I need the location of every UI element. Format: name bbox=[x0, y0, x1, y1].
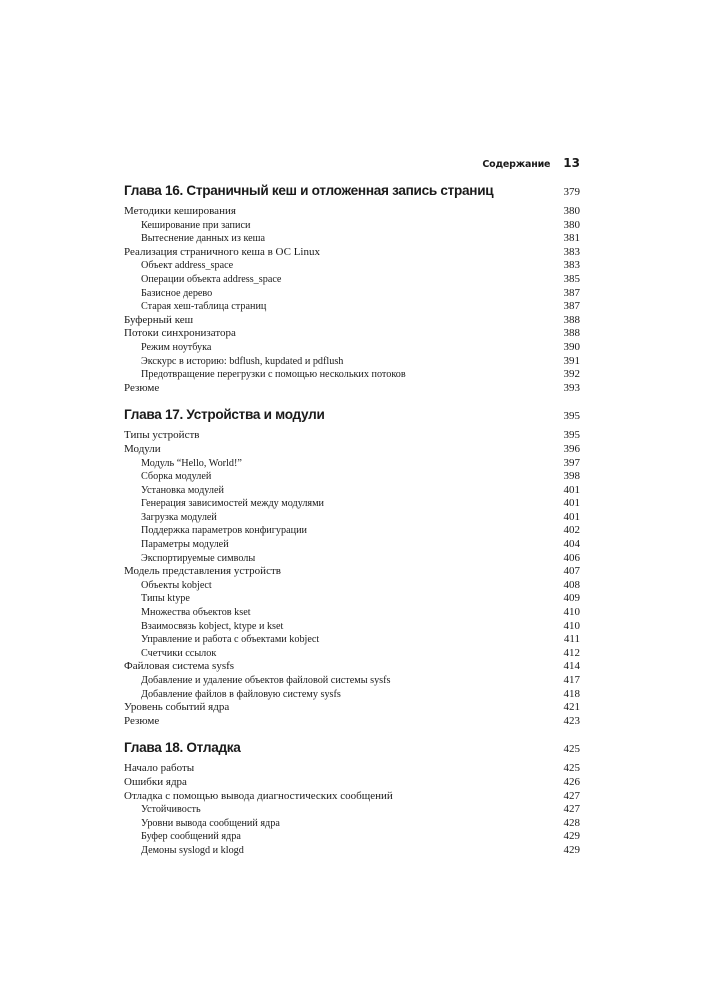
toc-section-entry bbox=[124, 762, 580, 776]
entry-page-number: 402 bbox=[563, 524, 580, 537]
entry-title: Экспортируемые символы bbox=[141, 552, 256, 564]
entry-page-number: 408 bbox=[563, 578, 580, 591]
toc-subsection-entry bbox=[124, 817, 580, 831]
entry-page-number: 396 bbox=[563, 442, 580, 455]
entry-page-number: 401 bbox=[563, 497, 580, 510]
entry-page-number: 391 bbox=[563, 354, 580, 367]
toc-subsection-entry bbox=[124, 457, 580, 471]
toc-subsection-entry bbox=[124, 592, 580, 606]
toc-section-entry bbox=[124, 382, 580, 396]
toc-subsection-entry bbox=[124, 620, 580, 634]
entry-title: Установка модулей bbox=[141, 484, 224, 496]
entry-title: Резюме bbox=[124, 714, 160, 727]
entry-title: Демоны syslogd и klogd bbox=[141, 844, 244, 856]
entry-title: Уровни вывода сообщений ядра bbox=[141, 817, 280, 829]
entry-page-number: 412 bbox=[563, 646, 580, 659]
entry-title: Файловая система sysfs bbox=[124, 660, 235, 673]
chapter-heading bbox=[124, 183, 580, 203]
entry-page-number: 383 bbox=[563, 245, 580, 258]
toc-subsection-entry bbox=[124, 606, 580, 620]
entry-page-number: 425 bbox=[563, 762, 580, 775]
entry-title: Устойчивость bbox=[141, 804, 201, 816]
entry-title: Управление и работа с объектами kobject bbox=[141, 634, 320, 646]
entry-title: Экскурс в историю: bdflush, kupdated и pdflush bbox=[141, 355, 344, 367]
toc-subsection-entry bbox=[124, 688, 580, 702]
entry-page-number: 409 bbox=[563, 592, 580, 605]
toc-subsection-entry bbox=[124, 355, 580, 369]
chapter-title: Глава 17. Устройства и модули bbox=[124, 407, 325, 423]
entry-page-number: 404 bbox=[563, 538, 580, 551]
entry-title: Старая хеш-таблица страниц bbox=[141, 301, 267, 313]
entry-title: Поддержка параметров конфигурации bbox=[141, 525, 307, 537]
entry-page-number: 417 bbox=[563, 674, 580, 686]
entry-page-number: 380 bbox=[563, 218, 580, 231]
entry-page-number: 380 bbox=[563, 205, 580, 217]
entry-title: Базисное дерево bbox=[141, 287, 213, 299]
table-of-contents bbox=[124, 183, 580, 858]
toc-page bbox=[124, 156, 580, 870]
entry-title: Вытеснение данных из кеша bbox=[141, 233, 266, 245]
toc-section-entry bbox=[124, 429, 580, 443]
toc-section-entry bbox=[124, 701, 580, 715]
entry-page-number: 390 bbox=[563, 340, 580, 353]
entry-page-number: 407 bbox=[563, 565, 580, 578]
chapter-title: Глава 16. Страничный кеш и отложенная запись страниц bbox=[124, 183, 494, 198]
entry-title: Загрузка модулей bbox=[141, 511, 217, 523]
entry-title: Объект address_space bbox=[141, 260, 234, 272]
toc-subsection-entry bbox=[124, 273, 580, 287]
entry-page-number: 410 bbox=[563, 619, 580, 632]
entry-title: Взаимосвязь kobject, ktype и kset bbox=[141, 620, 284, 632]
entry-title: Добавление файлов в файловую систему sysfs bbox=[141, 688, 341, 700]
toc-subsection-entry bbox=[124, 470, 580, 484]
chapter-title: Глава 18. Отладка bbox=[124, 740, 241, 756]
entry-title: Реализация страничного кеша в ОС Linux bbox=[124, 245, 320, 258]
entry-title: Операции объекта address_space bbox=[141, 273, 282, 285]
toc-subsection-entry bbox=[124, 287, 580, 301]
entry-title: Буферный кеш bbox=[124, 313, 194, 326]
entry-title: Модель представления устройств bbox=[124, 565, 281, 578]
entry-title: Буфер сообщений ядра bbox=[141, 831, 241, 843]
page-number: 13 bbox=[563, 156, 580, 170]
chapter-page-number: 395 bbox=[563, 410, 580, 423]
chapter-heading bbox=[124, 407, 580, 427]
entry-page-number: 383 bbox=[563, 259, 580, 272]
entry-title: Модули bbox=[124, 442, 161, 455]
entry-page-number: 393 bbox=[563, 381, 580, 394]
entry-page-number: 392 bbox=[563, 368, 580, 381]
toc-section-entry bbox=[124, 314, 580, 328]
toc-subsection-entry bbox=[124, 368, 580, 382]
entry-page-number: 418 bbox=[563, 687, 580, 700]
toc-section-entry bbox=[124, 790, 580, 804]
entry-title: Предотвращение перегрузки с помощью нескольких потоков bbox=[141, 369, 406, 381]
entry-page-number: 421 bbox=[563, 701, 580, 714]
entry-title: Множества объектов kset bbox=[141, 607, 251, 619]
toc-subsection-entry bbox=[124, 232, 580, 246]
toc-section-entry bbox=[124, 443, 580, 457]
entry-title: Ошибки ядра bbox=[124, 775, 187, 788]
toc-subsection-entry bbox=[124, 219, 580, 233]
entry-title: Объекты kobject bbox=[141, 579, 212, 591]
entry-page-number: 429 bbox=[563, 830, 580, 843]
toc-section-entry bbox=[124, 715, 580, 729]
entry-title: Генерация зависимостей между модулями bbox=[141, 498, 325, 510]
entry-page-number: 401 bbox=[563, 510, 580, 523]
entry-page-number: 406 bbox=[563, 551, 580, 564]
entry-title: Методики кеширования bbox=[124, 205, 236, 217]
toc-subsection-entry bbox=[124, 300, 580, 314]
entry-page-number: 427 bbox=[563, 803, 580, 816]
entry-page-number: 395 bbox=[563, 429, 580, 442]
entry-title: Параметры модулей bbox=[141, 539, 229, 551]
entry-title: Кеширование при записи bbox=[141, 219, 251, 231]
toc-subsection-entry bbox=[124, 633, 580, 647]
toc-subsection-entry bbox=[124, 341, 580, 355]
entry-page-number: 428 bbox=[563, 816, 580, 829]
entry-page-number: 414 bbox=[563, 660, 580, 673]
entry-page-number: 426 bbox=[563, 775, 580, 788]
entry-page-number: 387 bbox=[563, 300, 580, 313]
entry-page-number: 411 bbox=[563, 633, 580, 646]
entry-title: Режим ноутбука bbox=[141, 341, 212, 353]
entry-title: Сборка модулей bbox=[141, 471, 212, 483]
entry-title: Резюме bbox=[124, 381, 160, 394]
entry-title: Добавление и удаление объектов файловой системы sysfs bbox=[141, 675, 391, 686]
toc-subsection-entry bbox=[124, 579, 580, 593]
entry-page-number: 410 bbox=[563, 606, 580, 619]
toc-section-entry bbox=[124, 660, 580, 674]
running-head bbox=[124, 156, 580, 174]
toc-subsection-entry bbox=[124, 830, 580, 844]
chapter-section bbox=[124, 407, 580, 728]
toc-subsection-entry bbox=[124, 497, 580, 511]
entry-page-number: 429 bbox=[563, 843, 580, 856]
entry-title: Отладка с помощью вывода диагностических сообщений bbox=[124, 789, 393, 802]
entry-title: Уровень событий ядра bbox=[124, 701, 230, 714]
toc-section-entry bbox=[124, 776, 580, 790]
entry-page-number: 397 bbox=[563, 456, 580, 469]
entry-page-number: 398 bbox=[563, 470, 580, 483]
toc-subsection-entry bbox=[124, 524, 580, 538]
entry-page-number: 385 bbox=[563, 272, 580, 285]
toc-section-entry bbox=[124, 327, 580, 341]
toc-subsection-entry bbox=[124, 484, 580, 498]
entry-page-number: 388 bbox=[563, 327, 580, 340]
chapter-heading bbox=[124, 740, 580, 760]
entry-page-number: 381 bbox=[563, 232, 580, 245]
toc-section-entry bbox=[124, 565, 580, 579]
entry-page-number: 427 bbox=[563, 789, 580, 802]
toc-section-entry bbox=[124, 205, 580, 219]
chapter-page-number: 379 bbox=[563, 186, 580, 198]
toc-subsection-entry bbox=[124, 844, 580, 858]
toc-subsection-entry bbox=[124, 674, 580, 688]
toc-subsection-entry bbox=[124, 647, 580, 661]
entry-page-number: 387 bbox=[563, 286, 580, 299]
entry-page-number: 388 bbox=[563, 313, 580, 326]
toc-subsection-entry bbox=[124, 259, 580, 273]
entry-title: Начало работы bbox=[124, 762, 195, 775]
toc-section-entry bbox=[124, 246, 580, 260]
toc-subsection-entry bbox=[124, 803, 580, 817]
chapter-page-number: 425 bbox=[563, 743, 580, 756]
entry-title: Счетчики ссылок bbox=[141, 647, 217, 659]
chapter-section bbox=[124, 740, 580, 857]
entry-title: Типы ktype bbox=[141, 593, 190, 605]
entry-page-number: 423 bbox=[563, 714, 580, 727]
entry-title: Модуль “Hello, World!” bbox=[141, 457, 242, 469]
toc-subsection-entry bbox=[124, 538, 580, 552]
toc-subsection-entry bbox=[124, 552, 580, 566]
running-head-title: Содержание bbox=[482, 159, 551, 170]
entry-title: Потоки синхронизатора bbox=[124, 327, 236, 340]
entry-page-number: 401 bbox=[563, 483, 580, 496]
toc-subsection-entry bbox=[124, 511, 580, 525]
chapter-section bbox=[124, 183, 580, 395]
entry-title: Типы устройств bbox=[124, 429, 200, 442]
